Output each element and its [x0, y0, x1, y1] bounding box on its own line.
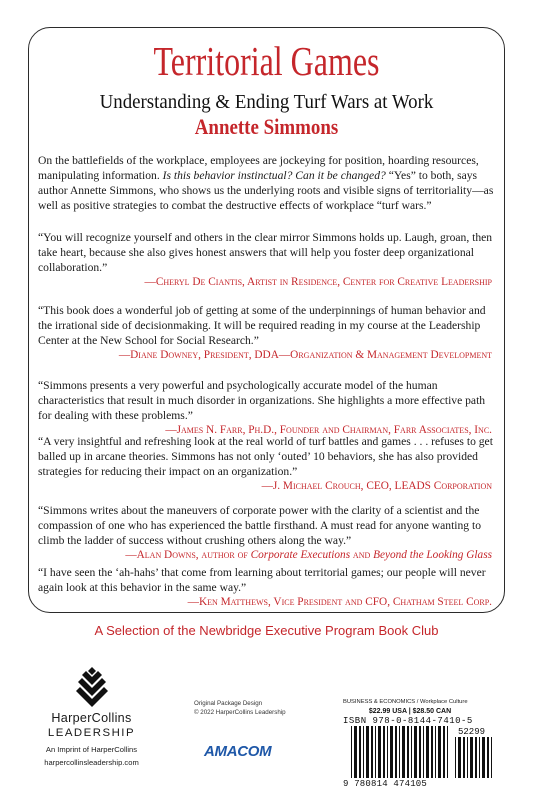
barcode-isbn: ISBN 978-0-8144-7410-5 — [343, 716, 473, 726]
credit-line: © 2022 HarperCollins Leadership — [194, 709, 286, 716]
amacom-logo: AMACOM — [204, 743, 272, 760]
intro-italic-question: Is this behavior instinctual? Can it be changed? — [162, 169, 386, 182]
endorsement-quote-5 — [38, 503, 494, 563]
attribution-prefix: —Alan Downs, author of — [125, 549, 251, 561]
publisher-imprint-name: LEADERSHIP — [47, 727, 136, 739]
quote-text: “Simmons writes about the maneuvers of corporate power with the clarity of a scientist and the compassion of one who has experienced the battle firsthand. A must read for anyone wanting to climb the ladder of success without crushing others along the way.” — [38, 504, 482, 547]
publisher-name: HarperCollins — [51, 711, 132, 725]
book-title: Territorial Games — [153, 38, 380, 84]
quote-text: “This book does a wonderful job of getting at some of the underpinnings of human behavior and the irrational side of decisionmaking. It will be required reading in my course at the Leadership Center at the New School for Social Research.” — [38, 304, 486, 347]
isbn-barcode — [351, 726, 449, 778]
intro-text: On the battlefields of the workplace, employees are jockeying for position, hoarding resources, manipulating information. — [38, 154, 479, 182]
attribution-book-title: Beyond the Looking Glass — [373, 549, 492, 561]
quote-attribution: —J. Michael Crouch, CEO, LEADS Corporation — [261, 480, 492, 492]
attribution-and: and — [350, 549, 374, 561]
barcode-digits: 9 780814 474105 — [343, 779, 428, 789]
barcode-category: BUSINESS & ECONOMICS / Workplace Culture — [343, 699, 468, 705]
barcode-price: $22.99 USA | $28.50 CAN — [368, 708, 452, 715]
quote-attribution: —Ken Matthews, Vice President and CFO, Chatham Steel Corp. — [187, 596, 492, 608]
harpercollins-flame-icon — [70, 667, 114, 709]
barcode-price-code: 52299 — [458, 727, 486, 737]
publisher-imprint-line: An Imprint of HarperCollins — [45, 745, 138, 754]
endorsement-quote-1 — [38, 230, 494, 290]
quote-text: “You will recognize yourself and others in the clear mirror Simmons holds up. Laugh, groan, then take heart, because she also gives honest answers that will help you foster deep organizational collaboration.” — [38, 231, 493, 274]
quote-text: “I have seen the ‘ah-hahs’ that come from learning about territorial games; our people will never again look at this behavior in the same way.” — [38, 566, 486, 594]
book-club-note: A Selection of the Newbridge Executive Program Book Club — [94, 623, 439, 638]
publisher-url: harpercollinsleadership.com — [44, 758, 139, 767]
intro-paragraph — [38, 153, 494, 213]
intro-text-continued: “Yes” to both, says author Annette Simmons, who shows us the underlying roots and visible signs of territoriality—as well as positive strategies to combat the destructive effects of workplace “turf wars.” — [38, 169, 494, 212]
quote-text: “A very insightful and refreshing look at the real world of turf battles and games . . . refuses to get balled up in arcane theories. Simmons has not only ‘outed’ 10 behaviors, she has also provided strategies for reducing their impact on an organization.” — [38, 435, 493, 478]
attribution-book-title: Corporate Executions — [250, 549, 351, 561]
credit-line: Original Package Design — [194, 700, 263, 707]
endorsement-quote-3 — [38, 378, 494, 438]
design-credits — [194, 699, 334, 717]
book-author: Annette Simmons — [194, 114, 339, 139]
quote-attribution: —Diane Downey, President, DDA—Organization & Management Development — [118, 349, 492, 361]
quote-attribution: —Cheryl De Ciantis, Artist in Residence, Center for Creative Leadership — [144, 276, 492, 288]
price-barcode — [455, 737, 495, 778]
quote-attribution — [38, 548, 494, 563]
endorsement-quote-6 — [38, 565, 494, 610]
book-subtitle: Understanding & Ending Turf Wars at Work — [99, 91, 434, 113]
quote-attribution: —James N. Farr, Ph.D., Founder and Chairman, Farr Associates, Inc. — [165, 424, 492, 436]
endorsement-quote-2 — [38, 303, 494, 363]
endorsement-quote-4 — [38, 434, 494, 494]
quote-text: “Simmons presents a very powerful and psychologically accurate model of the human characteristics that result in much disorder in organizations. She highlights a more effective path for dealing with these problems.” — [38, 379, 486, 422]
